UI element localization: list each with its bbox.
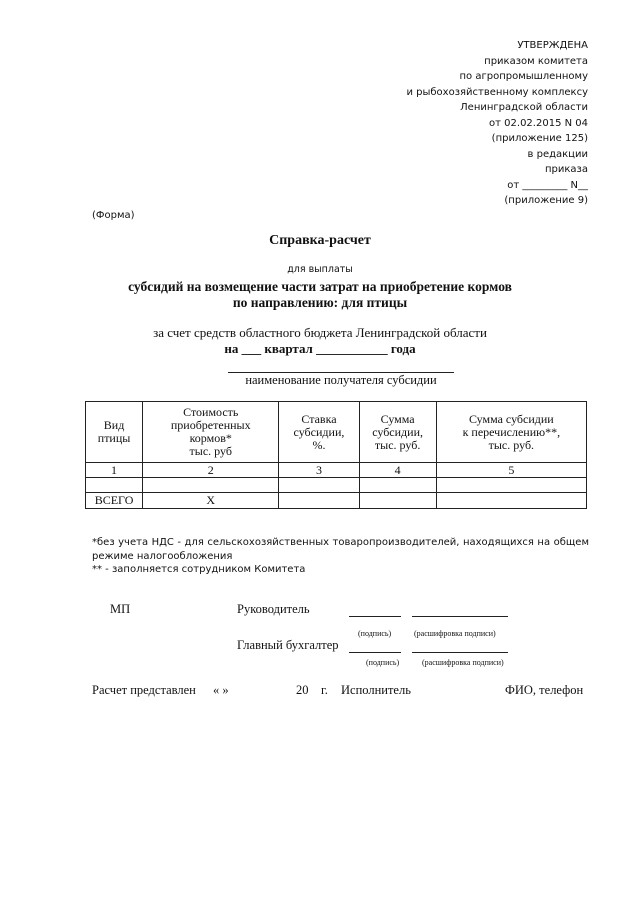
subtitle-line-2: по направлению: для птицы <box>232 295 408 310</box>
table-cell <box>359 478 436 493</box>
total-mark-cell: Х <box>143 493 279 509</box>
table-cell <box>279 493 359 509</box>
head-label: Руководитель <box>237 602 310 616</box>
year-suffix: г. <box>321 683 328 697</box>
approval-line: приказа <box>545 164 588 175</box>
calculation-table <box>85 401 587 509</box>
approval-line: УТВЕРЖДЕНА <box>517 40 588 51</box>
accountant-decode-line <box>412 652 508 653</box>
head-decode-line <box>412 616 508 617</box>
accountant-label: Главный бухгалтер <box>237 638 339 652</box>
presented-label: Расчет представлен <box>92 683 196 697</box>
table-row <box>86 478 587 493</box>
header-cell: Сумма субсидии к перечислению**, тыс. руб. <box>436 402 586 463</box>
header-cell: Стоимость приобретенных кормов* тыс. руб <box>143 402 279 463</box>
table-cell <box>436 493 586 509</box>
budget-line: за счет средств областного бюджета Ленинградской области <box>153 325 487 340</box>
sign-caption: (подпись) <box>366 658 400 667</box>
quarter-line: на ___ квартал ___________ года <box>224 341 416 356</box>
footnote-2: ** - заполняется сотрудником Комитета <box>92 564 306 575</box>
sign-caption: (подпись) <box>358 629 392 638</box>
approval-line: (приложение 9) <box>504 195 588 206</box>
header-cell: Сумма субсидии, тыс. руб. <box>359 402 436 463</box>
document-title: Справка-расчет <box>269 233 371 248</box>
approval-line: и рыбохозяйственному комплексу <box>406 86 588 98</box>
total-label-cell: ВСЕГО <box>86 493 143 509</box>
table-number-row <box>86 463 587 478</box>
footnote-1: *без учета НДС - для сельскохозяйственных товаропроизводителей, находящихся на общем режиме налогообложения <box>92 537 589 562</box>
table-cell <box>86 478 143 493</box>
accountant-signature-line <box>349 652 401 653</box>
subtitle-line-1: субсидий на возмещение части затрат на приобретение кормов <box>128 279 512 294</box>
table-cell: 1 <box>86 463 143 478</box>
head-signature-line <box>349 616 401 617</box>
approval-line: (приложение 125) <box>491 133 588 144</box>
form-label: (Форма) <box>92 210 135 221</box>
table-cell <box>279 478 359 493</box>
approval-line: от 02.02.2015 N 04 <box>489 117 588 129</box>
table-cell: 3 <box>279 463 359 478</box>
table-cell <box>143 478 279 493</box>
approval-line: по агропромышленному <box>459 71 588 82</box>
approval-line: приказом комитета <box>484 55 588 67</box>
approval-line: в редакции <box>527 148 588 160</box>
subtitle-small: для выплаты <box>287 264 353 275</box>
header-cell: Вид птицы <box>86 402 143 463</box>
table-cell: 2 <box>143 463 279 478</box>
decode-caption: (расшифровка подписи) <box>422 658 504 667</box>
table-total-row <box>86 493 587 509</box>
table-cell: 5 <box>436 463 586 478</box>
table-cell <box>436 478 586 493</box>
date-quotes: « » <box>213 683 229 697</box>
approval-line: от _________ N__ <box>507 179 588 191</box>
table-cell <box>359 493 436 509</box>
contact-label: ФИО, телефон <box>505 683 584 697</box>
header-cell: Ставка субсидии, %. <box>279 402 359 463</box>
executor-label: Исполнитель <box>341 683 411 697</box>
footnotes <box>92 536 589 577</box>
decode-caption: (расшифровка подписи) <box>414 629 496 638</box>
approval-block <box>406 38 588 209</box>
table-header-row <box>86 402 587 463</box>
approval-line: Ленинградской области <box>460 102 588 113</box>
year-prefix: 20 <box>296 683 309 697</box>
table-cell: 4 <box>359 463 436 478</box>
recipient-label: наименование получателя субсидии <box>245 373 437 387</box>
stamp-label: МП <box>110 602 131 616</box>
